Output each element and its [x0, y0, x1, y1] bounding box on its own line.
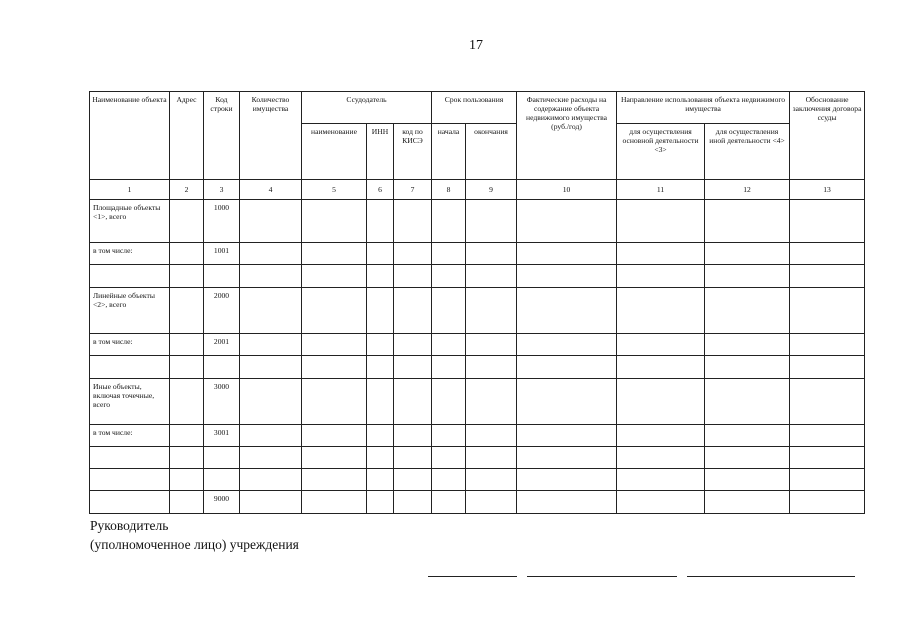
row-cell: [367, 265, 394, 288]
row-cell: [170, 379, 204, 425]
row-cell: [170, 288, 204, 334]
row-cell: [367, 379, 394, 425]
row-cell: [302, 356, 367, 379]
row-cell: [517, 200, 617, 243]
row-cell: [617, 243, 705, 265]
row-cell: [705, 200, 790, 243]
row-cell: [367, 200, 394, 243]
row-cell: [170, 469, 204, 491]
row-cell: [617, 265, 705, 288]
row-code: 1001: [204, 243, 240, 265]
column-numbers-row: [90, 180, 865, 200]
row-cell: [617, 425, 705, 447]
row-cell: [367, 425, 394, 447]
row-cell: [302, 200, 367, 243]
row-code: [204, 469, 240, 491]
column-number: 1: [90, 180, 170, 200]
row-cell: [617, 200, 705, 243]
row-cell: [432, 288, 466, 334]
row-cell: [705, 425, 790, 447]
row-cell: [394, 425, 432, 447]
row-cell: [790, 243, 865, 265]
row-cell: [466, 447, 517, 469]
header-justification: Обоснование заключения договора ссуды: [790, 92, 865, 180]
row-cell: [240, 243, 302, 265]
row-cell: [302, 243, 367, 265]
row-cell: [302, 334, 367, 356]
row-cell: [617, 288, 705, 334]
signature-line-1: Руководитель: [90, 518, 169, 533]
row-cell: [790, 200, 865, 243]
row-name: [90, 356, 170, 379]
row-cell: [517, 491, 617, 514]
row-cell: [367, 243, 394, 265]
row-cell: [302, 425, 367, 447]
row-name: Линейные объекты <2>, всего: [90, 288, 170, 334]
row-cell: [240, 425, 302, 447]
row-cell: [705, 379, 790, 425]
row-cell: [466, 243, 517, 265]
row-cell: [394, 469, 432, 491]
table-row: [90, 469, 865, 491]
header-usage-term: Срок пользования: [432, 92, 517, 124]
table-row: [90, 200, 865, 243]
row-name: Иные объекты, включая точечные, всего: [90, 379, 170, 425]
row-name: Площадные объекты <1>, всего: [90, 200, 170, 243]
row-code: [204, 356, 240, 379]
row-name: [90, 265, 170, 288]
report-table: [89, 91, 865, 514]
row-cell: [790, 379, 865, 425]
table-row: [90, 288, 865, 334]
row-cell: [240, 334, 302, 356]
signature-title: [90, 516, 299, 554]
header-actual-costs: Фактические расходы на содержание объекта недвижимого имущества (руб./год): [517, 92, 617, 180]
row-cell: [394, 200, 432, 243]
row-cell: [432, 425, 466, 447]
table-row: [90, 265, 865, 288]
row-cell: [394, 288, 432, 334]
row-cell: [705, 288, 790, 334]
row-cell: [517, 425, 617, 447]
header-term-end: окончания: [466, 124, 517, 180]
row-cell: [170, 200, 204, 243]
row-cell: [705, 265, 790, 288]
signature-line-2: (уполномоченное лицо) учреждения: [90, 537, 299, 552]
row-cell: [466, 356, 517, 379]
column-number: 4: [240, 180, 302, 200]
row-cell: [790, 491, 865, 514]
row-cell: [302, 379, 367, 425]
row-cell: [302, 288, 367, 334]
row-code: 1000: [204, 200, 240, 243]
row-cell: [517, 334, 617, 356]
header-lender-kise: код по КИСЭ: [394, 124, 432, 180]
row-cell: [617, 356, 705, 379]
row-cell: [790, 447, 865, 469]
row-cell: [466, 491, 517, 514]
row-cell: [367, 447, 394, 469]
row-name: в том числе:: [90, 425, 170, 447]
row-cell: [240, 379, 302, 425]
row-cell: [240, 356, 302, 379]
row-cell: [432, 491, 466, 514]
row-cell: [517, 356, 617, 379]
row-cell: [617, 334, 705, 356]
column-number: 7: [394, 180, 432, 200]
row-cell: [517, 265, 617, 288]
row-cell: [394, 334, 432, 356]
row-cell: [240, 265, 302, 288]
row-cell: [367, 334, 394, 356]
row-cell: [466, 379, 517, 425]
row-cell: [394, 379, 432, 425]
row-cell: [517, 469, 617, 491]
row-cell: [302, 491, 367, 514]
row-name: в том числе:: [90, 243, 170, 265]
table-row: [90, 491, 865, 514]
row-cell: [394, 265, 432, 288]
row-code: [204, 447, 240, 469]
row-code: 2000: [204, 288, 240, 334]
table-row: [90, 379, 865, 425]
column-number: 11: [617, 180, 705, 200]
row-cell: [394, 243, 432, 265]
column-number: 2: [170, 180, 204, 200]
column-number: 9: [466, 180, 517, 200]
row-name: [90, 447, 170, 469]
row-cell: [705, 447, 790, 469]
signature-field-line: [428, 576, 517, 577]
row-cell: [790, 288, 865, 334]
table-row: [90, 356, 865, 379]
row-name: в том числе:: [90, 334, 170, 356]
row-cell: [517, 447, 617, 469]
row-cell: [705, 334, 790, 356]
row-code: 9000: [204, 491, 240, 514]
row-cell: [394, 356, 432, 379]
row-name: [90, 491, 170, 514]
row-cell: [367, 491, 394, 514]
header-quantity: Количество имущества: [240, 92, 302, 180]
row-cell: [705, 469, 790, 491]
header-lender-name: наименование: [302, 124, 367, 180]
header-address: Адрес: [170, 92, 204, 180]
table-row: [90, 334, 865, 356]
row-code: 3001: [204, 425, 240, 447]
row-cell: [367, 469, 394, 491]
row-cell: [170, 425, 204, 447]
row-cell: [240, 469, 302, 491]
header-other-activity: для осуществления иной деятельности <4>: [705, 124, 790, 180]
table-row: [90, 425, 865, 447]
row-cell: [617, 491, 705, 514]
row-cell: [394, 447, 432, 469]
row-cell: [432, 447, 466, 469]
table-row: [90, 447, 865, 469]
column-number: 5: [302, 180, 367, 200]
column-number: 3: [204, 180, 240, 200]
row-cell: [517, 379, 617, 425]
column-number: 12: [705, 180, 790, 200]
row-cell: [432, 243, 466, 265]
row-cell: [790, 469, 865, 491]
column-number: 13: [790, 180, 865, 200]
header-lender: Ссудодатель: [302, 92, 432, 124]
row-cell: [170, 334, 204, 356]
row-cell: [240, 200, 302, 243]
header-row-code: Код строки: [204, 92, 240, 180]
header-lender-inn: ИНН: [367, 124, 394, 180]
row-cell: [790, 265, 865, 288]
row-cell: [170, 447, 204, 469]
header-term-start: начала: [432, 124, 466, 180]
row-cell: [432, 379, 466, 425]
row-cell: [432, 469, 466, 491]
row-code: 2001: [204, 334, 240, 356]
row-name: [90, 469, 170, 491]
row-cell: [466, 265, 517, 288]
row-cell: [617, 379, 705, 425]
signature-field-line: [687, 576, 855, 577]
row-cell: [466, 425, 517, 447]
row-cell: [432, 334, 466, 356]
row-cell: [517, 288, 617, 334]
row-cell: [617, 469, 705, 491]
row-cell: [240, 288, 302, 334]
row-cell: [302, 265, 367, 288]
row-cell: [705, 491, 790, 514]
row-cell: [466, 334, 517, 356]
row-code: [204, 265, 240, 288]
row-cell: [240, 491, 302, 514]
header-usage-direction: Направление использования объекта недвижимого имущества: [617, 92, 790, 124]
row-cell: [705, 243, 790, 265]
row-cell: [367, 288, 394, 334]
column-number: 8: [432, 180, 466, 200]
row-cell: [617, 447, 705, 469]
row-cell: [790, 334, 865, 356]
row-cell: [466, 200, 517, 243]
row-cell: [394, 491, 432, 514]
row-cell: [240, 447, 302, 469]
column-number: 10: [517, 180, 617, 200]
signature-field-line: [527, 576, 677, 577]
row-cell: [790, 356, 865, 379]
header-main-activity: для осуществления основной деятельности <3>: [617, 124, 705, 180]
page-number: 17: [469, 38, 483, 53]
row-cell: [466, 288, 517, 334]
row-cell: [170, 243, 204, 265]
row-cell: [367, 356, 394, 379]
row-cell: [466, 469, 517, 491]
header-name: Наименование объекта: [90, 92, 170, 180]
row-cell: [705, 356, 790, 379]
row-cell: [170, 491, 204, 514]
row-code: 3000: [204, 379, 240, 425]
row-cell: [302, 469, 367, 491]
column-number: 6: [367, 180, 394, 200]
row-cell: [432, 265, 466, 288]
row-cell: [302, 447, 367, 469]
row-cell: [432, 356, 466, 379]
row-cell: [432, 200, 466, 243]
row-cell: [790, 425, 865, 447]
row-cell: [170, 356, 204, 379]
table-row: [90, 243, 865, 265]
row-cell: [517, 243, 617, 265]
row-cell: [170, 265, 204, 288]
